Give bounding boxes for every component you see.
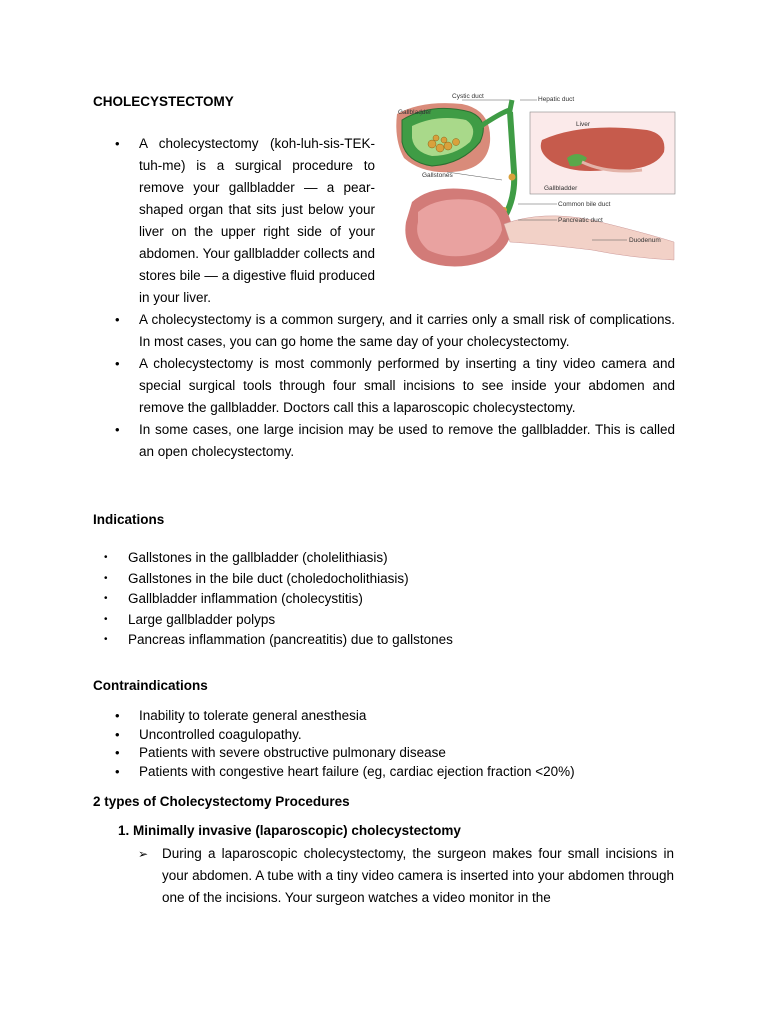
list-item: • Gallbladder inflammation (cholecystitis) bbox=[128, 589, 668, 610]
page-title: CHOLECYSTECTOMY bbox=[93, 94, 234, 109]
label-duodenum: Duodenum bbox=[629, 237, 661, 244]
contraindications-list bbox=[139, 707, 679, 781]
list-item: • Gallstones in the bile duct (choledocholithiasis) bbox=[128, 569, 668, 590]
list-item: • Uncontrolled coagulopathy. bbox=[139, 726, 679, 745]
list-item: • In some cases, one large incision may be used to remove the gallbladder. This is called an open cholecystectomy. bbox=[139, 419, 675, 463]
procedures-heading: 2 types of Cholecystectomy Procedures bbox=[93, 794, 350, 809]
contraindications-heading: Contraindications bbox=[93, 678, 208, 693]
indications-heading: Indications bbox=[93, 512, 165, 527]
procedure-item-1: 1. Minimally invasive (laparoscopic) cholecystectomy bbox=[118, 823, 461, 838]
indications-list bbox=[128, 548, 668, 651]
label-liver: Liver bbox=[576, 121, 591, 128]
label-pancreatic-duct: Pancreatic duct bbox=[558, 217, 603, 224]
label-gallstones: Gallstones bbox=[422, 172, 453, 179]
list-item: • Pancreas inflammation (pancreatitis) due to gallstones bbox=[128, 630, 668, 651]
label-gallbladder: Gallbladder bbox=[398, 109, 432, 116]
list-item: • A cholecystectomy is most commonly performed by inserting a tiny video camera and special surgical tools through four small incisions to see inside your abdomen and remove the gallbladder. Doctors call this a laparoscopic cholecystectomy. bbox=[139, 353, 675, 419]
list-item: • A cholecystectomy is a common surgery, and it carries only a small risk of complications. In most cases, you can go home the same day of your cholecystectomy. bbox=[139, 309, 675, 353]
intro-list-narrow bbox=[139, 133, 375, 309]
list-item: • Large gallbladder polyps bbox=[128, 610, 668, 631]
list-item: • Inability to tolerate general anesthesia bbox=[139, 707, 679, 726]
procedure-1-details bbox=[162, 843, 674, 909]
intro-list-wide bbox=[139, 309, 675, 463]
liver-shape bbox=[541, 128, 665, 171]
label-gallbladder-inset: Gallbladder bbox=[544, 185, 578, 192]
list-item: • Gallstones in the gallbladder (cholelithiasis) bbox=[128, 548, 668, 569]
list-item: • Patients with severe obstructive pulmonary disease bbox=[139, 744, 679, 763]
list-item: ➢ During a laparoscopic cholecystectomy, the surgeon makes four small incisions in your abdomen. A tube with a tiny video camera is inserted into your abdomen through one of the incisions. Your surgeon watches a video monitor in the bbox=[162, 843, 674, 909]
label-common-bile-duct: Common bile duct bbox=[558, 201, 611, 208]
gallbladder-anatomy-diagram bbox=[392, 92, 678, 280]
label-hepatic-duct: Hepatic duct bbox=[538, 96, 575, 103]
list-item: • Patients with congestive heart failure (eg, cardiac ejection fraction <20%) bbox=[139, 763, 679, 782]
label-cystic-duct: Cystic duct bbox=[452, 93, 484, 100]
list-item: • A cholecystectomy (koh-luh-sis-TEK-tuh-me) is a surgical procedure to remove your gallbladder — a pear-shaped organ that sits just below your liver on the upper right side of your abdomen. Your gallbladder collects and stores bile — a digestive fluid produced in your liver. bbox=[139, 133, 375, 309]
